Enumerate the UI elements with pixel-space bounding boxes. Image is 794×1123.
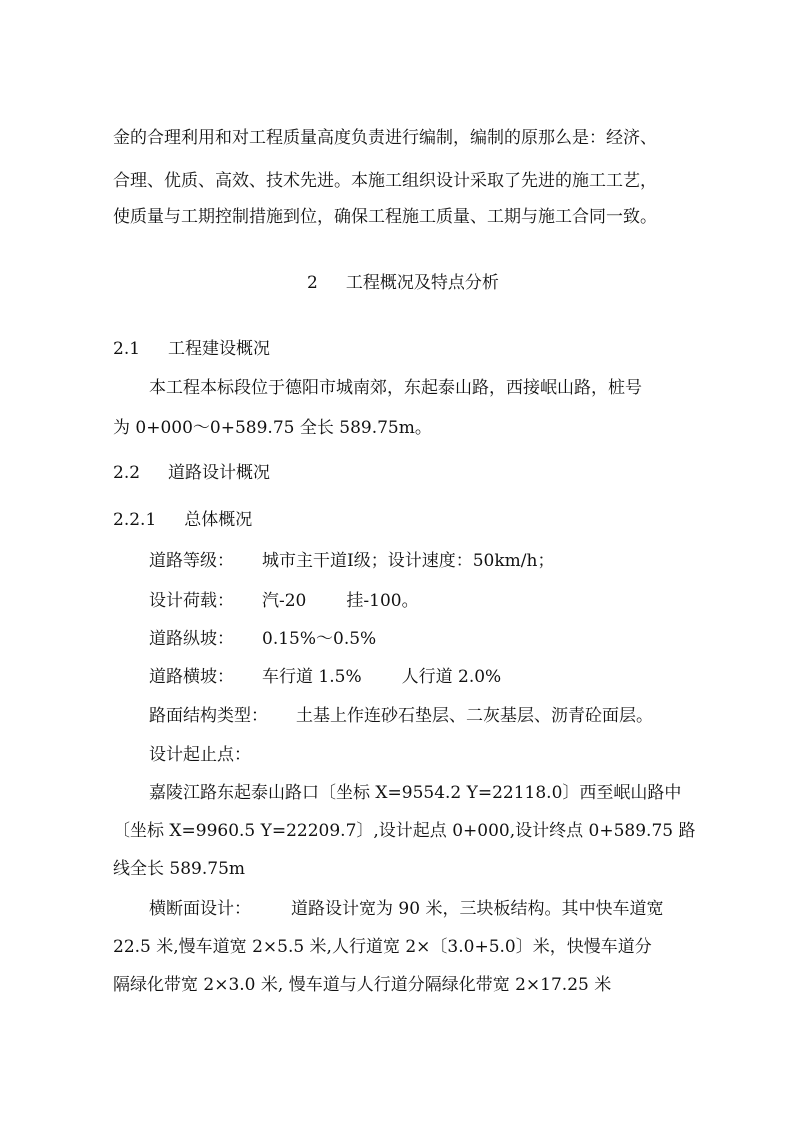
- subsection-number: 2.2.1: [113, 510, 157, 530]
- spec-longitudinal-slope: [149, 628, 376, 650]
- section-number: 2: [307, 273, 318, 293]
- paragraph-line: 本工程本标段位于德阳市城南郊，东起泰山路，西接岷山路，桩号: [149, 378, 642, 398]
- spec-road-grade: [149, 550, 554, 572]
- spec-value: 汽-20: [262, 591, 307, 611]
- cross-section-line-3: 隔绿化带宽 2×3.0 米, 慢车道与人行道分隔绿化带宽 2×17.25 米: [113, 975, 612, 995]
- spec-value: 道路设计宽为 90 米，三块板结构。其中快车道宽: [291, 899, 664, 919]
- spec-design-load: [149, 590, 419, 612]
- subsection-title: 总体概况: [184, 510, 253, 530]
- spec-value: 车行道 1.5%: [262, 667, 362, 687]
- spec-label: 道路纵坡：: [149, 629, 234, 649]
- section-heading: [307, 272, 499, 294]
- spec-label: 道路横坡：: [149, 667, 234, 687]
- intro-line-2: 合理、优质、高效、技术先进。本施工组织设计采取了先进的施工工艺，: [113, 171, 657, 191]
- spec-value: 0.15%～0.5%: [262, 629, 377, 649]
- subsection-title: 道路设计概况: [168, 463, 271, 483]
- spec-value: 挂-100。: [346, 591, 419, 611]
- route-line-1: 嘉陵江路东起泰山路口〔坐标 X=9554.2 Y=22118.0〕西至岷山路中: [149, 783, 682, 803]
- spec-label: 设计荷载：: [149, 591, 234, 611]
- subsection-2-2-heading: [113, 462, 270, 484]
- spec-label: 横断面设计：: [149, 899, 251, 919]
- route-line-3: 线全长 589.75m: [113, 859, 246, 879]
- intro-line-1: 金的合理利用和对工程质量高度负责进行编制，编制的原那么是：经济、: [113, 128, 657, 148]
- cross-section-line-2: 22.5 米,慢车道宽 2×5.5 米,人行道宽 2×〔3.0+5.0〕米，快慢车道分: [113, 937, 652, 957]
- section-title: 工程概况及特点分析: [345, 273, 499, 293]
- subsection-title: 工程建设概况: [168, 339, 271, 359]
- subsection-2-2-1-heading: [113, 509, 252, 531]
- subsection-number: 2.2: [113, 463, 141, 483]
- paragraph-line: 为 0+000～0+589.75 全长 589.75m。: [113, 418, 432, 438]
- spec-pavement-structure: [149, 705, 653, 727]
- intro-line-3: 使质量与工期控制措施到位，确保工程施工质量、工期与施工合同一致。: [113, 207, 657, 227]
- route-line-2: 〔坐标 X=9960.5 Y=22209.7〕,设计起点 0+000,设计终点 0+589.75 路: [113, 821, 696, 841]
- spec-value: 土基上作连砂石垫层、二灰基层、沥青砼面层。: [296, 706, 653, 726]
- spec-start-end-label: 设计起止点：: [149, 745, 251, 765]
- spec-label: 路面结构类型：: [149, 706, 268, 726]
- spec-cross-slope: [149, 666, 501, 688]
- spec-label: 道路等级：: [149, 551, 234, 571]
- subsection-2-1-heading: [113, 338, 270, 360]
- subsection-number: 2.1: [113, 339, 141, 359]
- spec-value: 人行道 2.0%: [401, 667, 502, 687]
- spec-value: 城市主干道Ⅰ级；设计速度：50km/h；: [262, 551, 555, 571]
- spec-cross-section: [149, 898, 663, 920]
